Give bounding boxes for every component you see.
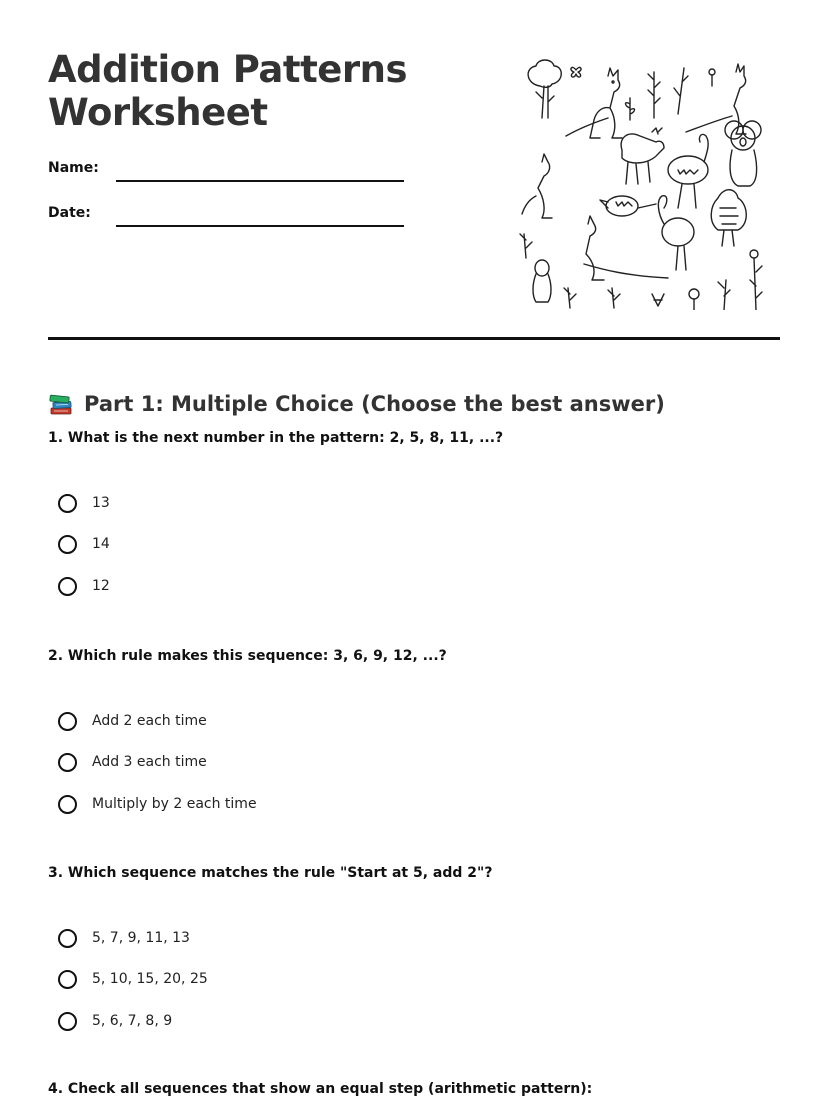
name-label: Name: (48, 160, 99, 176)
page-title: Addition Patterns Worksheet (48, 48, 407, 134)
question-1: 1. What is the next number in the pattern: 2, 5, 8, 11, ...? (48, 430, 504, 446)
kangaroo-icon (566, 68, 622, 138)
option-label: 5, 7, 9, 11, 13 (92, 930, 190, 946)
q1-option-1[interactable] (58, 491, 110, 515)
date-label: Date: (48, 205, 91, 221)
butterfly-icon (571, 67, 581, 77)
radio-button[interactable] (58, 535, 77, 554)
books-icon (48, 391, 74, 417)
q3-option-2[interactable] (58, 967, 208, 991)
ibis-icon (658, 196, 694, 270)
radio-button[interactable] (58, 712, 77, 731)
wallaby-icon (522, 154, 552, 218)
q1-option-2[interactable] (58, 532, 110, 556)
radio-button[interactable] (58, 929, 77, 948)
radio-button[interactable] (58, 494, 77, 513)
kangaroo-icon (686, 64, 746, 134)
option-label: Multiply by 2 each time (92, 796, 257, 812)
option-label: 5, 6, 7, 8, 9 (92, 1013, 173, 1029)
question-2: 2. Which rule makes this sequence: 3, 6, 9, 12, ...? (48, 648, 447, 664)
option-label: Add 3 each time (92, 754, 207, 770)
animal-icon (533, 260, 551, 302)
question-3: 3. Which sequence matches the rule "Start at 5, add 2"? (48, 865, 493, 881)
q3-option-1[interactable] (58, 926, 190, 950)
radio-button[interactable] (58, 753, 77, 772)
q2-option-2[interactable] (58, 750, 207, 774)
part1-heading (48, 391, 665, 417)
bird-icon (711, 190, 746, 246)
radio-button[interactable] (58, 795, 77, 814)
name-field[interactable] (116, 180, 404, 182)
option-label: Add 2 each time (92, 713, 207, 729)
option-label: 12 (92, 578, 110, 594)
australian-animals-illustration (518, 58, 774, 310)
q2-option-3[interactable] (58, 792, 257, 816)
part1-heading-text: Part 1: Multiple Choice (Choose the best answer) (84, 392, 665, 417)
q3-option-3[interactable] (58, 1009, 172, 1033)
option-label: 13 (92, 495, 110, 511)
radio-button[interactable] (58, 970, 77, 989)
wildflowers-icon (520, 234, 762, 310)
date-field[interactable] (116, 225, 404, 227)
question-4: 4. Check all sequences that show an equal step (arithmetic pattern): (48, 1081, 593, 1097)
plant-icon (626, 68, 689, 120)
kangaroo-icon (584, 216, 668, 280)
flower-icon (709, 69, 715, 86)
echidna-icon (621, 128, 664, 184)
q2-option-1[interactable] (58, 709, 207, 733)
radio-button[interactable] (58, 577, 77, 596)
tree-icon (528, 60, 561, 118)
radio-button[interactable] (58, 1012, 77, 1031)
emu-icon (668, 134, 708, 208)
koala-icon (725, 121, 761, 186)
option-label: 5, 10, 15, 20, 25 (92, 971, 208, 987)
section-divider (48, 337, 780, 340)
bird-icon (600, 196, 656, 216)
q1-option-3[interactable] (58, 574, 110, 598)
option-label: 14 (92, 536, 110, 552)
